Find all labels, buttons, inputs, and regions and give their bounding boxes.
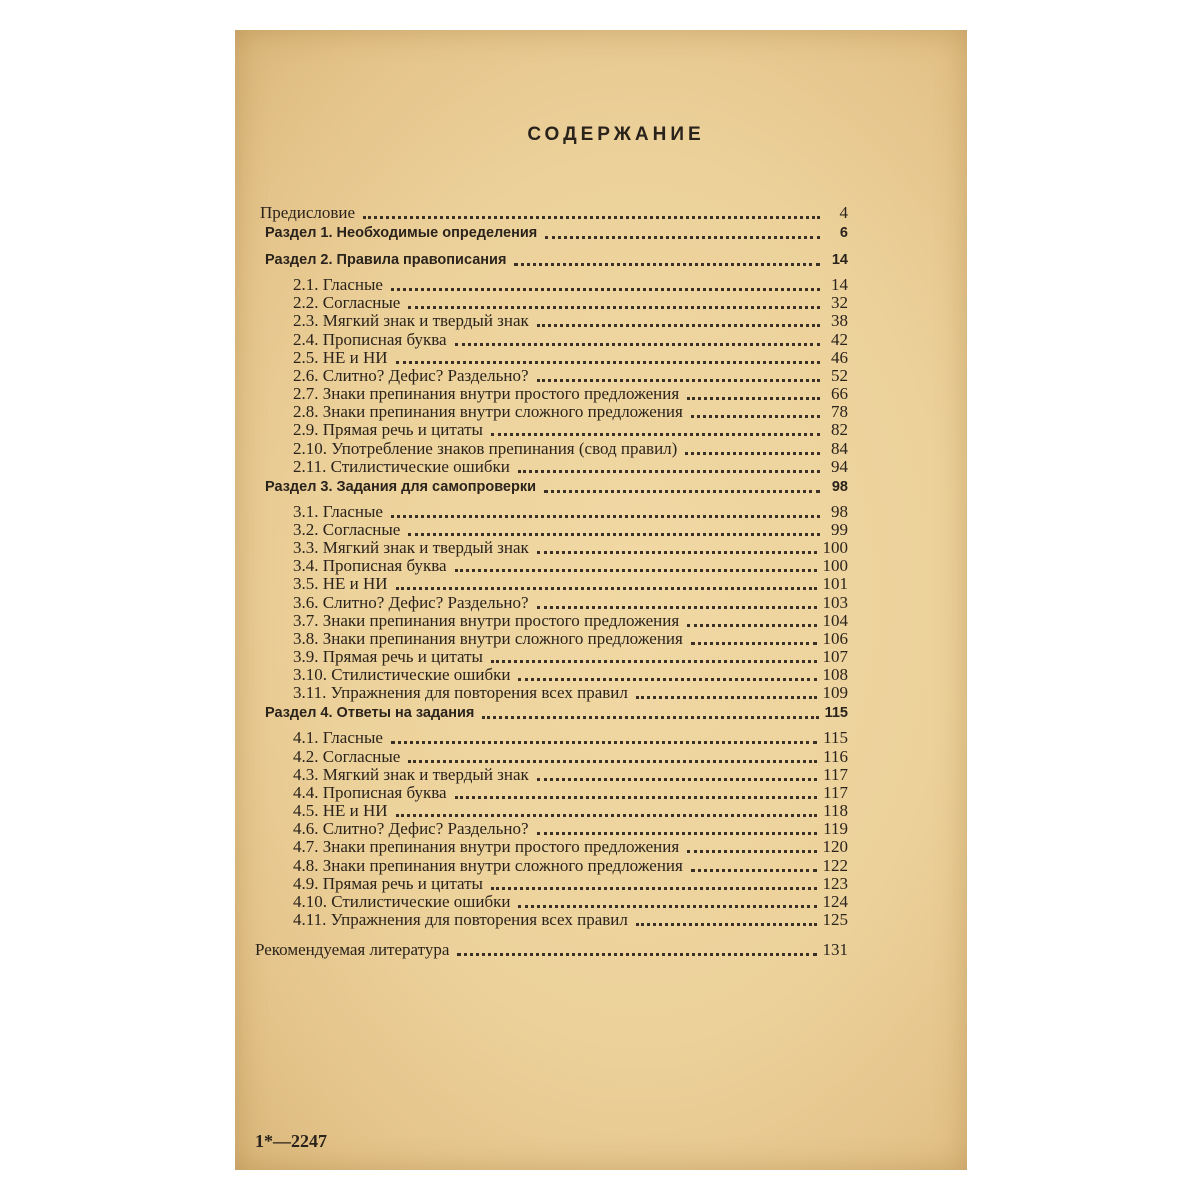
- toc-entry-page-number: 38: [831, 311, 848, 331]
- toc-entry: [293, 455, 848, 477]
- toc-entry-page-number: 100: [822, 538, 848, 558]
- toc-entry-page-number: 131: [822, 940, 848, 960]
- toc-entry-page-number: 124: [822, 891, 848, 911]
- toc-entry-title: 3.8. Знаки препинания внутри сложного предложения: [293, 628, 683, 648]
- toc-entry-title: 2.5. НЕ и НИ: [293, 347, 388, 367]
- printer-signature: 1*—2247: [255, 1131, 327, 1151]
- toc-entry: [293, 908, 848, 930]
- toc-entry-title: 2.1. Гласные: [293, 275, 383, 295]
- toc-entry-title: 3.6. Слитно? Дефис? Раздельно?: [293, 592, 529, 612]
- toc-entry-title: Рекомендуемая литература: [255, 940, 450, 960]
- toc-entry-title: 4.11. Упражнения для повторения всех правил: [293, 909, 628, 929]
- toc-entry-page-number: 78: [831, 402, 848, 422]
- toc-entry-title: Предисловие: [260, 203, 356, 222]
- toc-entry-title: 3.4. Прописная буква: [293, 556, 447, 576]
- toc-entry-title: 2.7. Знаки препинания внутри простого предложения: [293, 384, 680, 404]
- toc-entry-page-number: 104: [822, 610, 848, 630]
- page-title: СОДЕРЖАНИЕ: [527, 124, 705, 145]
- toc-entry-page-number: 117: [823, 764, 848, 784]
- toc-entry-title: 2.4. Прописная буква: [293, 329, 447, 349]
- toc-entry-title: 2.2. Согласные: [293, 293, 401, 313]
- toc-entry-title: 3.10. Стилистические ошибки: [293, 665, 511, 685]
- toc-entry-title: 4.1. Гласные: [293, 728, 383, 748]
- toc-entry-page-number: 46: [831, 347, 848, 367]
- toc-entry-title: 4.5. НЕ и НИ: [293, 801, 388, 821]
- toc-entry-page-number: 4: [839, 203, 848, 222]
- dot-leader: [518, 470, 820, 473]
- toc-entry-page-number: 117: [823, 782, 848, 802]
- toc-entry-page-number: 101: [822, 574, 848, 594]
- toc-entry-page-number: 6: [839, 225, 848, 242]
- toc-entry-title: Раздел 3. Задания для самопроверки: [265, 478, 537, 495]
- toc-entry-title: 4.10. Стилистические ошибки: [293, 891, 511, 911]
- toc-entry: [260, 201, 848, 223]
- toc-entry-page-number: 116: [823, 746, 848, 766]
- toc-entry-page-number: 118: [823, 801, 848, 821]
- toc-entry: [255, 938, 848, 960]
- dot-leader: [363, 216, 820, 219]
- toc-entry-page-number: 32: [831, 293, 848, 313]
- toc-entry-title: Раздел 1. Необходимые определения: [265, 225, 538, 242]
- toc-entry-title: 2.8. Знаки препинания внутри сложного предложения: [293, 402, 683, 422]
- toc-entry-page-number: 123: [822, 873, 848, 893]
- toc-entry-page-number: 84: [831, 438, 848, 458]
- toc-entry-title: 2.6. Слитно? Дефис? Раздельно?: [293, 365, 529, 385]
- toc-entry-page-number: 98: [831, 478, 848, 495]
- toc-entry: [293, 681, 848, 703]
- toc-entry-title: 4.3. Мягкий знак и твердый знак: [293, 764, 529, 784]
- toc-entry-page-number: 14: [831, 252, 848, 269]
- dot-leader: [482, 716, 818, 719]
- toc-section-heading: [265, 221, 848, 243]
- dot-leader: [544, 490, 820, 493]
- toc-entry-page-number: 115: [823, 728, 848, 748]
- toc-entry-title: Раздел 2. Правила правописания: [265, 252, 507, 269]
- dot-leader: [545, 236, 820, 239]
- toc-entry-title: 3.7. Знаки препинания внутри простого предложения: [293, 610, 680, 630]
- book-page: [235, 30, 967, 1170]
- dot-leader: [636, 923, 817, 926]
- toc-entry-title: 4.9. Прямая речь и цитаты: [293, 873, 483, 893]
- toc-entry-title: 3.5. НЕ и НИ: [293, 574, 388, 594]
- dot-leader: [457, 953, 816, 956]
- toc-entry-page-number: 103: [822, 592, 848, 612]
- toc-entry-page-number: 66: [831, 384, 848, 404]
- toc-entry-page-number: 99: [831, 519, 848, 539]
- dot-leader: [636, 696, 817, 699]
- toc-entry-page-number: 42: [831, 329, 848, 349]
- toc-entry-page-number: 82: [831, 420, 848, 440]
- toc-entry-title: 2.10. Употребление знаков препинания (свод правил): [293, 438, 678, 458]
- toc-entry-page-number: 120: [822, 837, 848, 857]
- toc-entry-title: 4.7. Знаки препинания внутри простого предложения: [293, 837, 680, 857]
- dot-leader: [514, 263, 820, 266]
- toc-entry-page-number: 109: [822, 683, 848, 703]
- toc-entry-title: 4.6. Слитно? Дефис? Раздельно?: [293, 819, 529, 839]
- toc-entry-title: 4.4. Прописная буква: [293, 782, 447, 802]
- toc-entry-title: 3.3. Мягкий знак и твердый знак: [293, 538, 529, 558]
- toc-entry-page-number: 14: [831, 275, 848, 295]
- toc-section-heading: [265, 475, 848, 497]
- toc-entry-title: 4.8. Знаки препинания внутри сложного предложения: [293, 855, 683, 875]
- toc-entry-title: 2.9. Прямая речь и цитаты: [293, 420, 483, 440]
- toc-entry-page-number: 122: [822, 855, 848, 875]
- toc-entry-title: 3.1. Гласные: [293, 501, 383, 521]
- toc-entry-page-number: 125: [822, 909, 848, 929]
- toc-entry-title: Раздел 4. Ответы на задания: [265, 705, 475, 722]
- toc-entry-page-number: 119: [823, 819, 848, 839]
- toc-entry-title: 3.11. Упражнения для повторения всех правил: [293, 683, 628, 703]
- toc-entry-title: 4.2. Согласные: [293, 746, 401, 766]
- table-of-contents: [235, 30, 967, 1170]
- toc-entry-title: 2.11. Стилистические ошибки: [293, 456, 510, 476]
- toc-entry-page-number: 108: [822, 665, 848, 685]
- toc-entry-page-number: 100: [822, 556, 848, 576]
- toc-entry-page-number: 52: [831, 365, 848, 385]
- toc-section-heading: [265, 248, 848, 270]
- toc-entry-title: 3.9. Прямая речь и цитаты: [293, 647, 483, 666]
- toc-entry-title: 3.2. Согласные: [293, 519, 401, 539]
- toc-entry-title: 2.3. Мягкий знак и твердый знак: [293, 311, 529, 331]
- toc-entry-page-number: 115: [824, 705, 848, 722]
- toc-section-heading: [265, 701, 848, 723]
- toc-entry-page-number: 98: [831, 501, 848, 521]
- toc-entry-page-number: 94: [831, 456, 848, 476]
- toc-entry-page-number: 107: [822, 647, 848, 666]
- toc-entry-page-number: 106: [822, 628, 848, 648]
